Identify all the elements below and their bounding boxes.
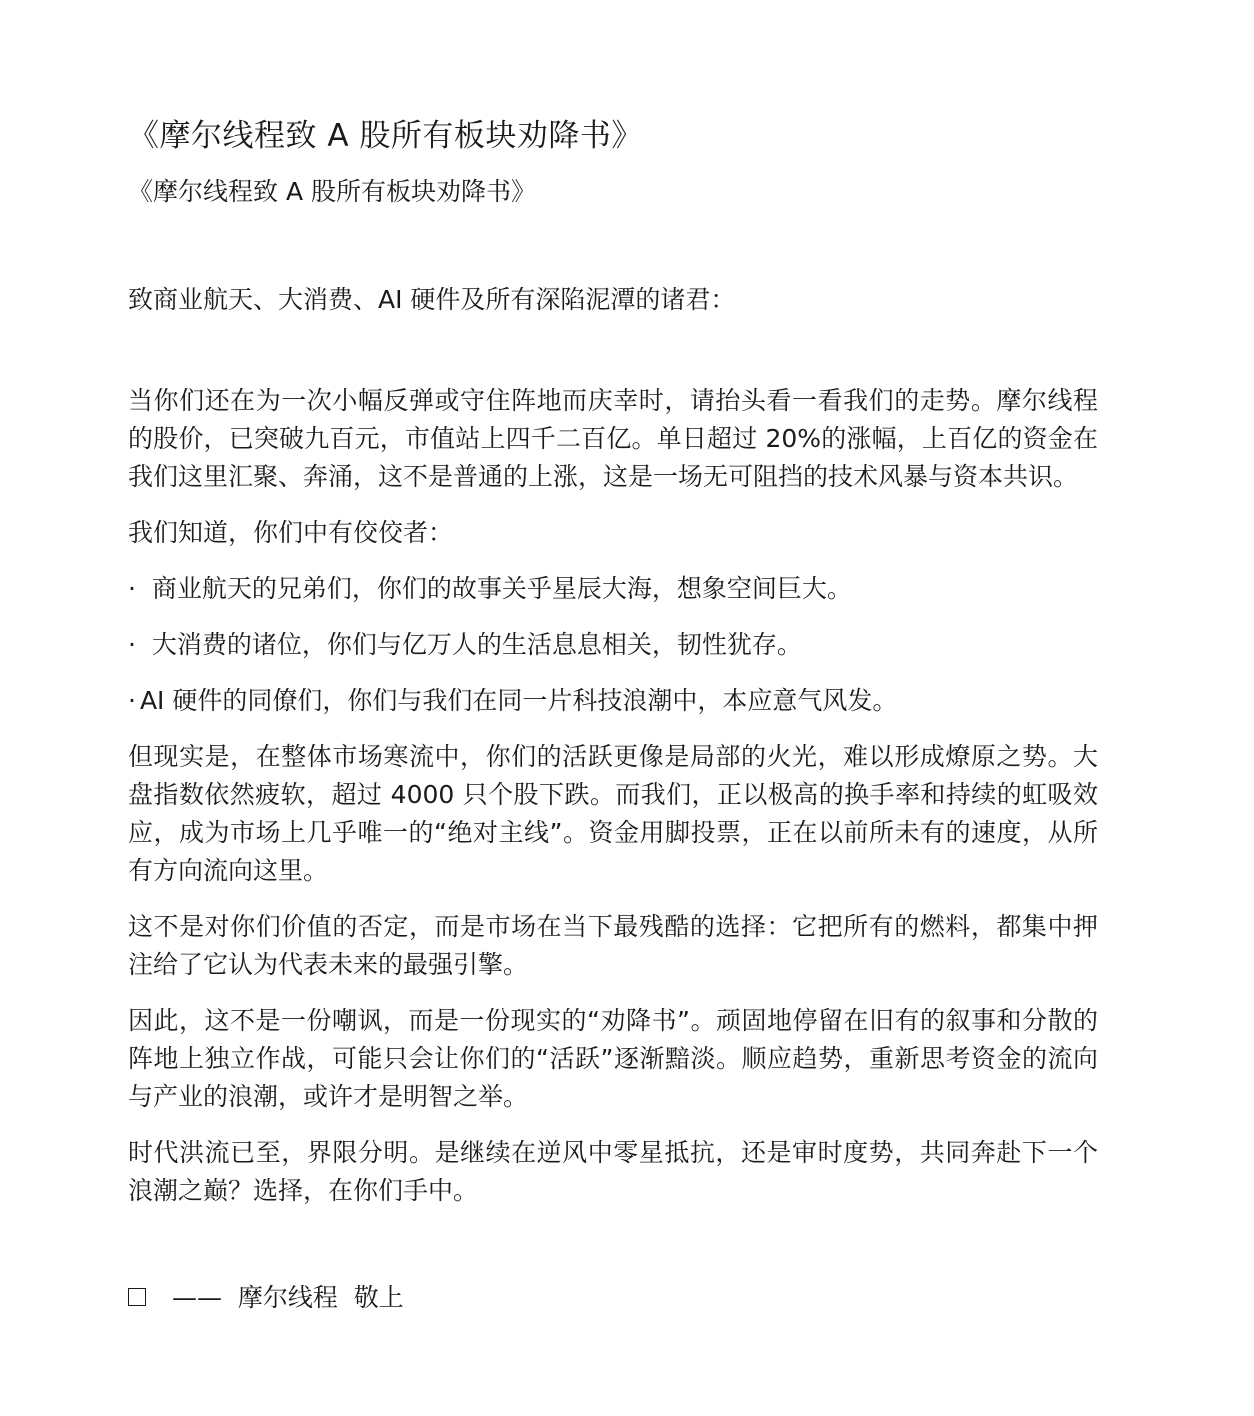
paragraph-market: 这不是对你们价值的否定，而是市场在当下最残酷的选择：它把所有的燃料，都集中押注给了它认为代表未来的最强引擎。 — [128, 912, 1098, 979]
paragraph-reality: 但现实是，在整体市场寒流中，你们的活跃更像是局部的火光，难以形成燎原之势。大盘指数依然疲软，超过 4000 只个股下跌。而我们，正以极高的换手率和持续的虹吸效应，成为市场上几乎唯一的“绝对主线”。资金用脚投票，正在以前所未有的速度，从所有方向流向这里。 — [128, 742, 1098, 885]
bullet-text: AI 硬件的同僚们，你们与我们在同一片科技浪潮中，本应意气风发。 — [139, 686, 898, 715]
list-item — [128, 626, 1098, 664]
signoff — [128, 1274, 1098, 1322]
paragraph-closing: 时代洪流已至，界限分明。是继续在逆风中零星抵抗，还是审时度势，共同奔赴下一个浪潮之巅？选择，在你们手中。 — [128, 1138, 1098, 1205]
paragraph-conclusion: 因此，这不是一份嘲讽，而是一份现实的“劝降书”。顽固地停留在旧有的叙事和分散的阵地上独立作战，可能只会让你们的“活跃”逐渐黯淡。顺应趋势，重新思考资金的流向与产业的浪潮，或许才是明智之举。 — [128, 1006, 1098, 1111]
list-item — [128, 570, 1098, 608]
bullet-marker: · — [128, 630, 136, 659]
bullet-text: 商业航天的兄弟们，你们的故事关乎星辰大海，想象空间巨大。 — [143, 574, 852, 603]
list-item — [128, 682, 1098, 720]
paragraph-lead-in: 我们知道，你们中有佼佼者： — [128, 518, 454, 547]
salutation: 致商业航天、大消费、AI 硬件及所有深陷泥潭的诸君： — [128, 285, 736, 314]
bullet-marker: · — [128, 686, 136, 715]
document-title: 《摩尔线程致 A 股所有板块劝降书》 — [128, 118, 643, 154]
checkbox-icon[interactable] — [128, 1288, 146, 1306]
signoff-text: —— 摩尔线程 敬上 — [172, 1283, 404, 1312]
bullet-marker: · — [128, 574, 136, 603]
document-subtitle: 《摩尔线程致 A 股所有板块劝降书》 — [128, 177, 536, 206]
document-page — [128, 112, 1098, 1322]
paragraph-intro: 当你们还在为一次小幅反弹或守住阵地而庆幸时，请抬头看一看我们的走势。摩尔线程的股价，已突破九百元，市值站上四千二百亿。单日超过 20%的涨幅，上百亿的资金在我们这里汇聚、奔涌，这不是普通的上涨，这是一场无可阻挡的技术风暴与资本共识。 — [128, 386, 1098, 491]
bullet-text: 大消费的诸位，你们与亿万人的生活息息相关，韧性犹存。 — [143, 630, 802, 659]
